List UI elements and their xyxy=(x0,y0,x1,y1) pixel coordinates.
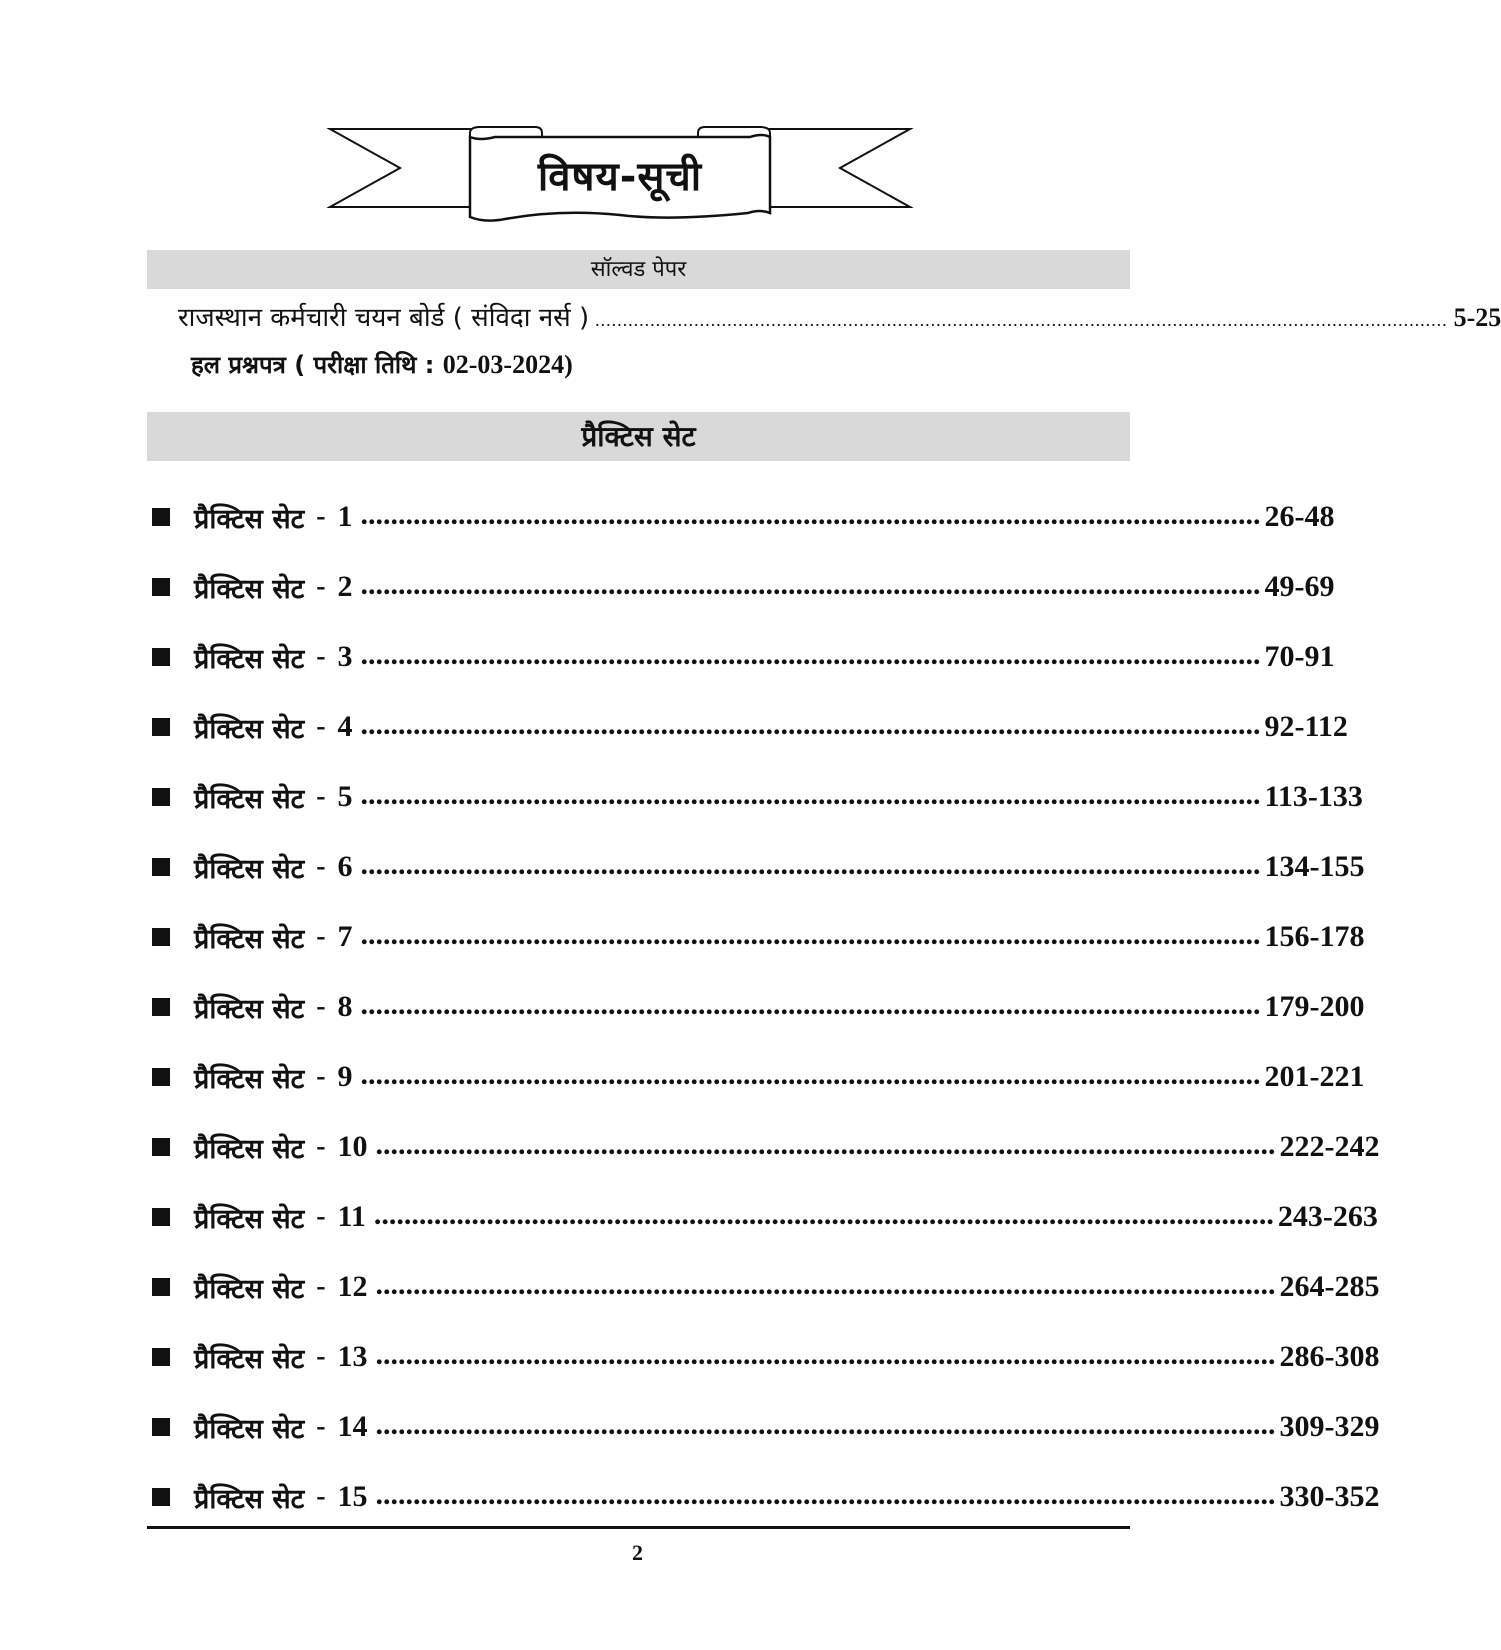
entry-label: प्रैक्टिस सेट xyxy=(194,1133,305,1165)
entry-pages: 92-112 xyxy=(1264,710,1348,743)
entry-number: 2 xyxy=(337,570,353,603)
entry-label: प्रैक्टिस सेट xyxy=(194,1343,305,1375)
toc-entry[interactable] xyxy=(152,1392,1380,1462)
leader-dots: ........................................................................................................................ xyxy=(375,1128,1276,1161)
solved-paper-entry[interactable] xyxy=(155,298,1501,338)
toc-entry[interactable] xyxy=(152,1462,1380,1532)
square-bullet-icon xyxy=(152,1068,170,1086)
solved-paper-pages: 5-25 xyxy=(1453,303,1501,332)
entry-separator: - xyxy=(316,851,326,882)
leader-dots: ........................................................................................................................ xyxy=(360,778,1261,811)
entry-pages: 26-48 xyxy=(1264,500,1335,533)
toc-entry[interactable] xyxy=(152,1252,1380,1322)
toc-entry[interactable] xyxy=(152,832,1365,902)
square-bullet-icon xyxy=(152,788,170,806)
entry-label: प्रैक्टिस सेट xyxy=(194,993,305,1025)
square-bullet-icon xyxy=(152,648,170,666)
entry-label: प्रैक्टिस सेट xyxy=(194,853,305,885)
leader-dots: ........................................................................................................................ xyxy=(360,708,1261,741)
leader-dots: ........................................................................................................................................................... xyxy=(595,310,1448,330)
entry-label: प्रैक्टिस सेट xyxy=(194,1273,305,1305)
square-bullet-icon xyxy=(152,1348,170,1366)
entry-label: प्रैक्टिस सेट xyxy=(194,713,305,745)
entry-separator: - xyxy=(316,781,326,812)
square-bullet-icon xyxy=(152,508,170,526)
entry-number: 5 xyxy=(337,780,353,813)
title-banner xyxy=(330,125,910,230)
entry-pages: 264-285 xyxy=(1279,1270,1380,1303)
entry-separator: - xyxy=(316,571,326,602)
toc-entry[interactable] xyxy=(152,1112,1380,1182)
leader-dots: ........................................................................................................................ xyxy=(360,638,1261,671)
entry-pages: 243-263 xyxy=(1277,1200,1378,1233)
entry-number: 7 xyxy=(337,920,353,953)
entry-label: प्रैक्टिस सेट xyxy=(194,923,305,955)
entry-pages: 156-178 xyxy=(1264,920,1365,953)
toc-entry[interactable] xyxy=(152,622,1335,692)
entry-number: 4 xyxy=(337,710,353,743)
leader-dots: ........................................................................................................................ xyxy=(360,918,1261,951)
square-bullet-icon xyxy=(152,1208,170,1226)
entry-separator: - xyxy=(316,1411,326,1442)
entry-pages: 49-69 xyxy=(1264,570,1335,603)
toc-entry[interactable] xyxy=(152,1322,1380,1392)
entry-label: प्रैक्टिस सेट xyxy=(194,643,305,675)
toc-entry[interactable] xyxy=(152,902,1365,972)
entry-separator: - xyxy=(316,1481,326,1512)
leader-dots: ........................................................................................................................ xyxy=(375,1268,1276,1301)
entry-pages: 113-133 xyxy=(1264,780,1363,813)
entry-pages: 222-242 xyxy=(1279,1130,1380,1163)
toc-entry[interactable] xyxy=(152,1042,1365,1112)
entry-number: 3 xyxy=(337,640,353,673)
entry-pages: 330-352 xyxy=(1279,1480,1380,1513)
entry-pages: 70-91 xyxy=(1264,640,1335,673)
leader-dots: ........................................................................................................................ xyxy=(360,1058,1261,1091)
entry-separator: - xyxy=(316,501,326,532)
entry-number: 13 xyxy=(337,1340,368,1373)
entry-separator: - xyxy=(316,1061,326,1092)
entry-number: 6 xyxy=(337,850,353,883)
leader-dots: ........................................................................................................................ xyxy=(360,498,1261,531)
page-number: 2 xyxy=(632,1540,643,1565)
square-bullet-icon xyxy=(152,1488,170,1506)
solved-paper-date: 02-03-2024) xyxy=(442,350,573,379)
practice-set-heading: प्रैक्टिस सेट xyxy=(147,412,1130,461)
entry-separator: - xyxy=(316,1271,326,1302)
square-bullet-icon xyxy=(152,1278,170,1296)
solved-paper-subtitle xyxy=(191,348,573,381)
entry-pages: 179-200 xyxy=(1264,990,1365,1023)
page-title: विषय-सूची xyxy=(537,154,703,200)
entry-number: 14 xyxy=(337,1410,368,1443)
square-bullet-icon xyxy=(152,1138,170,1156)
entry-label: प्रैक्टिस सेट xyxy=(194,1483,305,1515)
square-bullet-icon xyxy=(152,1418,170,1436)
entry-label: प्रैक्टिस सेट xyxy=(194,1413,305,1445)
entry-separator: - xyxy=(316,1201,326,1232)
square-bullet-icon xyxy=(152,998,170,1016)
entry-pages: 309-329 xyxy=(1279,1410,1380,1443)
solved-paper-heading: सॉल्वड पेपर xyxy=(147,250,1130,289)
square-bullet-icon xyxy=(152,718,170,736)
entry-separator: - xyxy=(316,1341,326,1372)
entry-pages: 201-221 xyxy=(1264,1060,1365,1093)
toc-entry[interactable] xyxy=(152,482,1335,552)
leader-dots: ........................................................................................................................ xyxy=(375,1338,1276,1371)
entry-pages: 286-308 xyxy=(1279,1340,1380,1373)
entry-label: प्रैक्टिस सेट xyxy=(194,503,305,535)
toc-entry[interactable] xyxy=(152,552,1335,622)
toc-entry[interactable] xyxy=(152,972,1365,1042)
entry-pages: 134-155 xyxy=(1264,850,1365,883)
entry-separator: - xyxy=(316,711,326,742)
leader-dots: ........................................................................................................................ xyxy=(360,988,1261,1021)
toc-entry[interactable] xyxy=(152,692,1348,762)
entry-separator: - xyxy=(316,991,326,1022)
leader-dots: ........................................................................................................................ xyxy=(373,1198,1274,1231)
entry-label: प्रैक्टिस सेट xyxy=(194,1203,305,1235)
entry-number: 12 xyxy=(337,1270,368,1303)
practice-set-list xyxy=(152,482,1380,1532)
toc-entry[interactable] xyxy=(152,1182,1378,1252)
entry-number: 9 xyxy=(337,1060,353,1093)
entry-number: 10 xyxy=(337,1130,368,1163)
entry-number: 15 xyxy=(337,1480,368,1513)
entry-number: 11 xyxy=(337,1200,366,1233)
entry-label: प्रैक्टिस सेट xyxy=(194,1063,305,1095)
leader-dots: ........................................................................................................................ xyxy=(360,848,1261,881)
entry-label: प्रैक्टिस सेट xyxy=(194,573,305,605)
solved-paper-subtitle-prefix: हल प्रश्नपत्र ( परीक्षा तिथि : xyxy=(191,351,435,379)
leader-dots: ........................................................................................................................ xyxy=(375,1408,1276,1441)
square-bullet-icon xyxy=(152,928,170,946)
entry-number: 8 xyxy=(337,990,353,1023)
square-bullet-icon xyxy=(152,858,170,876)
leader-dots: ........................................................................................................................ xyxy=(375,1478,1276,1511)
square-bullet-icon xyxy=(152,578,170,596)
footer-rule xyxy=(147,1526,1130,1529)
entry-separator: - xyxy=(316,1131,326,1162)
entry-separator: - xyxy=(316,641,326,672)
solved-paper-title: राजस्थान कर्मचारी चयन बोर्ड ( संविदा नर्स ) xyxy=(178,303,590,333)
toc-entry[interactable] xyxy=(152,762,1363,832)
entry-label: प्रैक्टिस सेट xyxy=(194,783,305,815)
entry-separator: - xyxy=(316,921,326,952)
entry-number: 1 xyxy=(337,500,353,533)
leader-dots: ........................................................................................................................ xyxy=(360,568,1261,601)
